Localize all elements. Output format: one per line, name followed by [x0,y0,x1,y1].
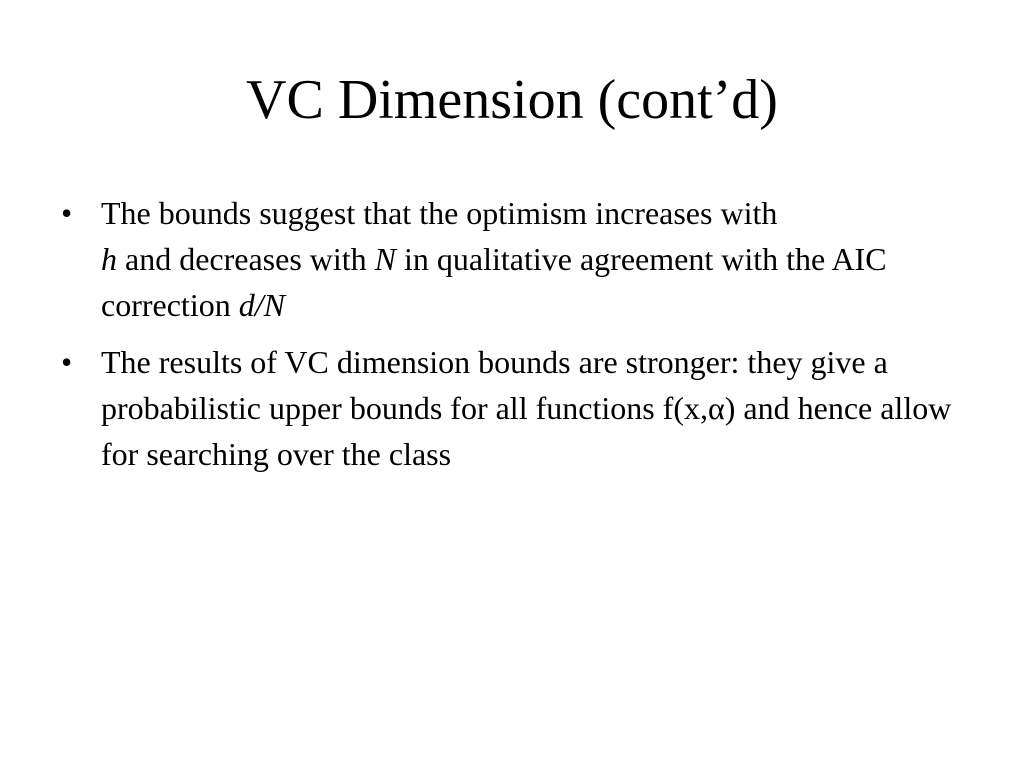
italic-ratio-d-over-n: d/N [238,287,285,323]
slide-title: VC Dimension (cont’d) [246,69,778,131]
bullet-text: The results of VC dimension bounds are stronger: they give a probabilistic upper bounds for all functions f(x,α) and hence allow for searching over the class [101,344,952,472]
bullet-marker: • [61,344,73,380]
bullet-item [56,190,956,328]
bullet-item [56,339,956,477]
bullet-text-segment: The bounds suggest that the optimism increases with [101,195,778,231]
italic-variable-n: N [374,241,397,277]
bullet-text-segment: and decreases with [125,241,367,277]
italic-variable-h: h [101,241,117,277]
bullet-marker: • [61,195,73,231]
bullet-text-segment: in qualitative agreement with the AIC correction [101,241,887,323]
bullet-list [56,190,956,488]
